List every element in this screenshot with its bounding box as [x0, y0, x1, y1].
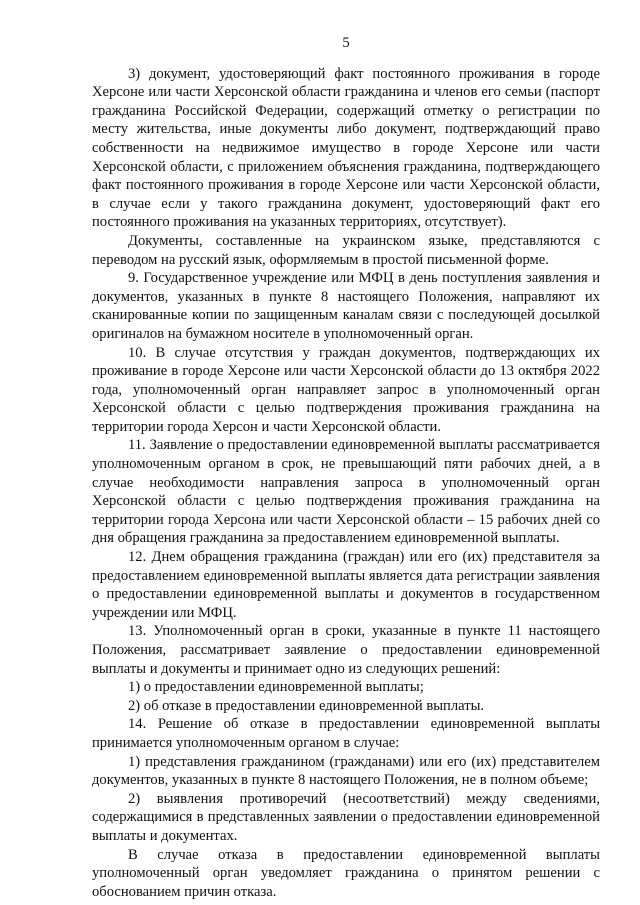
paragraph-12: 12. Днем обращения гражданина (граждан) или его (их) представителя за предоставлением единовременной выплаты является дата регистрации заявления о предоставлении единовременной выплаты и документов в государственном учреждении или МФЦ. [92, 549, 600, 621]
paragraph-item-3: 3) документ, удостоверяющий факт постоянного проживания в городе Херсоне или части Херсонской области гражданина и членов его семьи (паспорт гражданина Российской Федерации, содержащий отметку о регистрации по месту жительства, иные документы либо документ, подтверждающий право собственности на недвижимое имущество в городе Херсоне или части Херсонской области, с приложением объяснения гражданина, подтверждающего факт постоянного проживания в городе Херсоне или части Херсонской области, в случае если у такого гражданина документ, удостоверяющий факт его постоянного проживания на указанных территориях, отсутствует). [92, 65, 600, 231]
page-number: 5 [342, 35, 350, 51]
paragraph-9: 9. Государственное учреждение или МФЦ в день поступления заявления и документов, указанных в пункте 8 настоящего Положения, направляют их сканированные копии по защищенным каналам связи с последующей досылкой оригиналов на бумажном носителе в уполномоченный орган. [92, 270, 600, 342]
paragraph-11: 11. Заявление о предоставлении единовременной выплаты рассматривается уполномоченным органом в срок, не превышающий пяти рабочих дней, а в случае необходимости направления запроса в уполномоченный орган Херсонской области с целью подтверждения проживания гражданина на территории города Херсона или части Херсонской области – 15 рабочих дней со дня обращения гражданина за предоставлением единовременной выплаты. [92, 437, 600, 547]
paragraph-13: 13. Уполномоченный орган в сроки, указанные в пункте 11 настоящего Положения, рассматривает заявление о предоставлении единовременной выплаты и документы и принимает одно из следующих решений: [92, 623, 600, 677]
paragraph-refusal-notice: В случае отказа в предоставлении единовременной выплаты уполномоченный орган уведомляет гражданина о принятом решении с обоснованием причин отказа. [92, 846, 600, 900]
paragraph-10: 10. В случае отсутствия у граждан документов, подтверждающих их проживание в городе Херсоне или части Херсонской области до 13 октября 2022 года, уполномоченный орган направляет запрос в уполномоченный орган Херсонской области с целью подтверждения проживания гражданина на территории города Херсон и части Херсонской области. [92, 344, 600, 435]
document-page [92, 34, 600, 901]
paragraph-13-option-2: 2) об отказе в предоставлении единовременной выплаты. [128, 697, 485, 714]
paragraph-14: 14. Решение об отказе в предоставлении единовременной выплаты принимается уполномоченным органом в случае: [92, 716, 600, 751]
paragraph-14-case-2: 2) выявления противоречий (несоответствий) между сведениями, содержащимися в представленных заявлении о предоставлении единовременной выплаты и документах. [92, 790, 600, 844]
paragraph-translation-note: Документы, составленные на украинском языке, представляются с переводом на русский язык, оформляемым в простой письменной форме. [92, 232, 600, 268]
paragraph-13-option-1: 1) о предоставлении единовременной выплаты; [128, 679, 424, 696]
paragraph-14-case-1: 1) представления гражданином (гражданами) или его (их) представителем документов, указанных в пункте 8 настоящего Положения, не в полном объеме; [92, 753, 600, 789]
